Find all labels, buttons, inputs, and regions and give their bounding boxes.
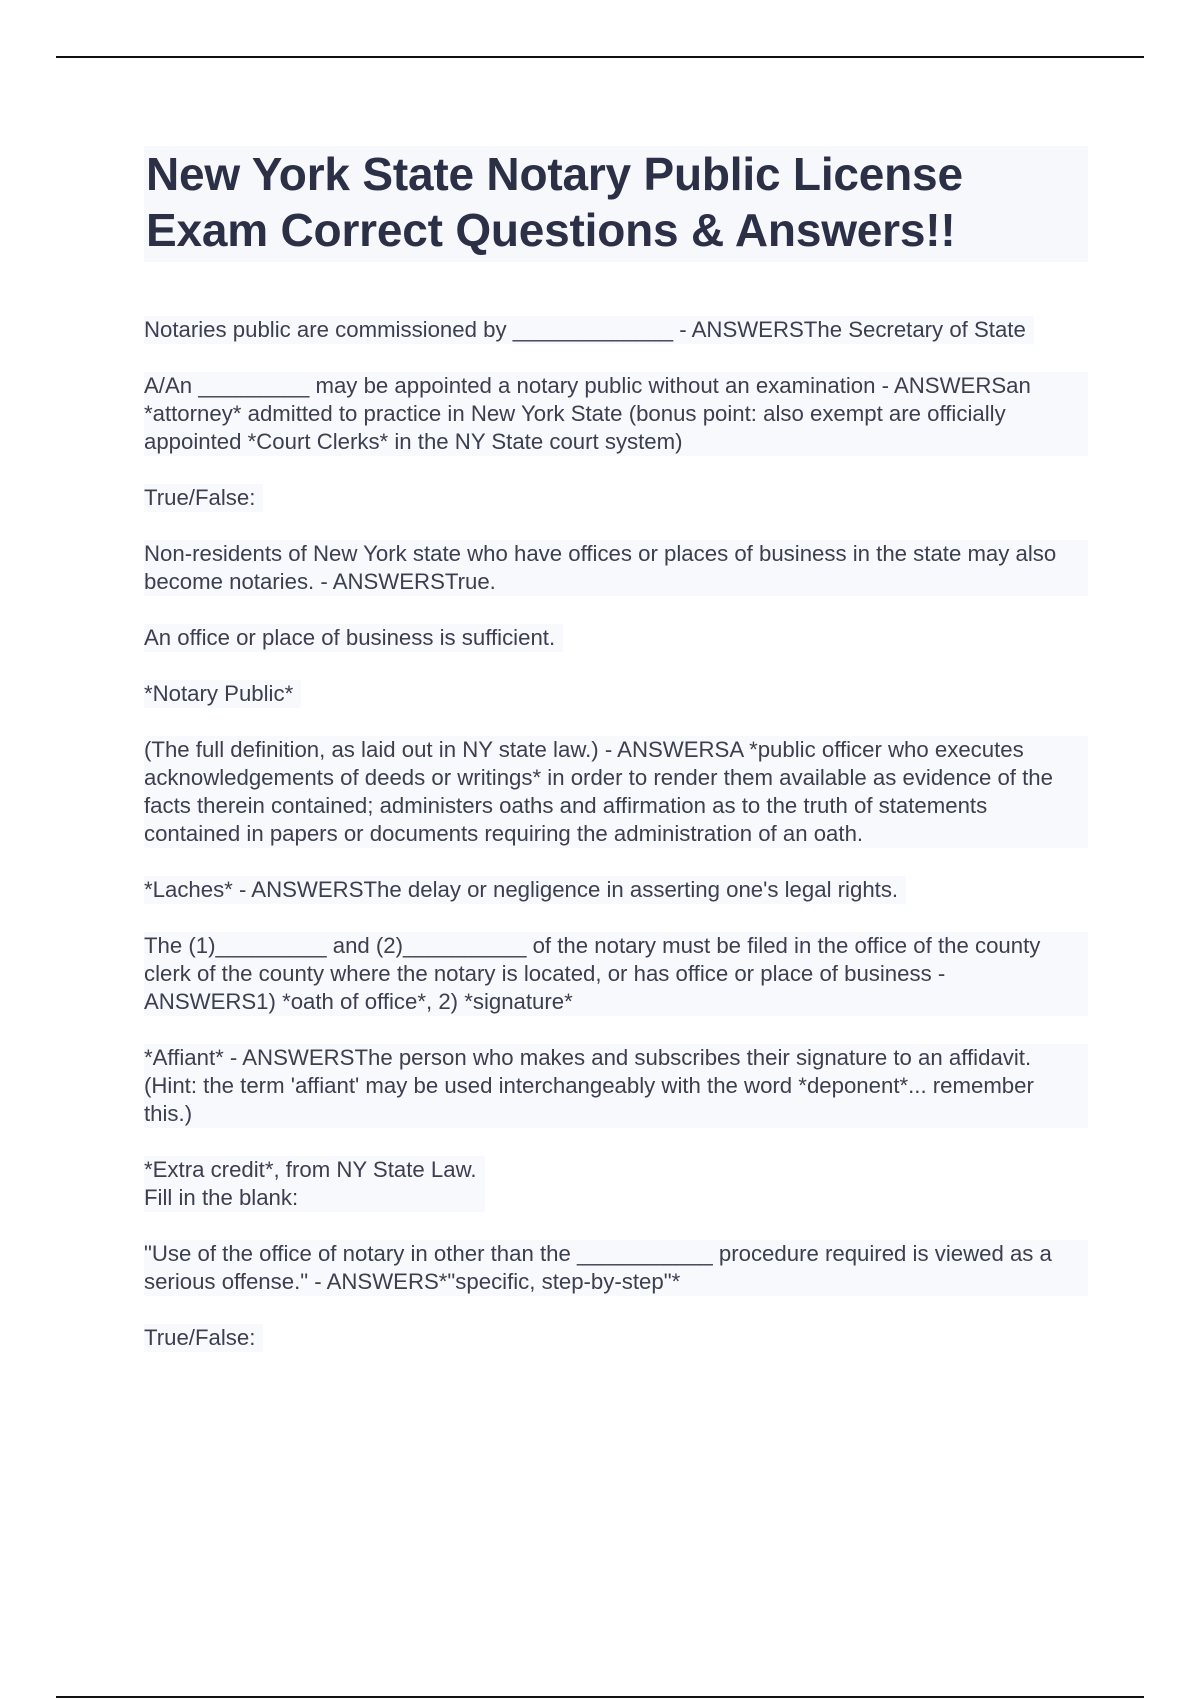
qa-paragraph: An office or place of business is sufficient. <box>144 624 563 652</box>
qa-paragraph: (The full definition, as laid out in NY state law.) - ANSWERSA *public officer who executes acknowledgements of deeds or writings* in order to render them available as evidence of the facts therein contained; administers oaths and affirmation as to the truth of statements contained in papers or documents requiring the administration of an oath. <box>144 736 1088 848</box>
page-title: New York State Notary Public License Exam Correct Questions & Answers!! <box>144 146 1088 262</box>
qa-paragraph: Non-residents of New York state who have offices or places of business in the state may also become notaries. - ANSWERSTrue. <box>144 540 1088 596</box>
qa-paragraph: True/False: <box>144 484 263 512</box>
qa-paragraph: Notaries public are commissioned by _____________ - ANSWERSThe Secretary of State <box>144 316 1034 344</box>
qa-list <box>144 316 1088 1352</box>
qa-paragraph: *Extra credit*, from NY State Law. Fill in the blank: <box>144 1156 485 1212</box>
bottom-rule <box>56 1696 1144 1698</box>
qa-paragraph: True/False: <box>144 1324 263 1352</box>
qa-paragraph: "Use of the office of notary in other than the ___________ procedure required is viewed as a serious offense." - ANSWERS*"specific, step-by-step"* <box>144 1240 1088 1296</box>
qa-paragraph: The (1)_________ and (2)__________ of the notary must be filed in the office of the county clerk of the county where the notary is located, or has office or place of business - ANSWERS1) *oath of office*, 2) *signature* <box>144 932 1088 1016</box>
qa-paragraph: *Laches* - ANSWERSThe delay or negligence in asserting one's legal rights. <box>144 876 906 904</box>
document-body <box>144 146 1088 1380</box>
top-rule <box>56 56 1144 58</box>
qa-paragraph: *Notary Public* <box>144 680 301 708</box>
qa-paragraph: *Affiant* - ANSWERSThe person who makes and subscribes their signature to an affidavit. (Hint: the term 'affiant' may be used interchangeably with the word *deponent*... remember this.) <box>144 1044 1088 1128</box>
qa-paragraph: A/An _________ may be appointed a notary public without an examination - ANSWERSan *attorney* admitted to practice in New York State (bonus point: also exempt are officially appointed *Court Clerks* in the NY State court system) <box>144 372 1088 456</box>
